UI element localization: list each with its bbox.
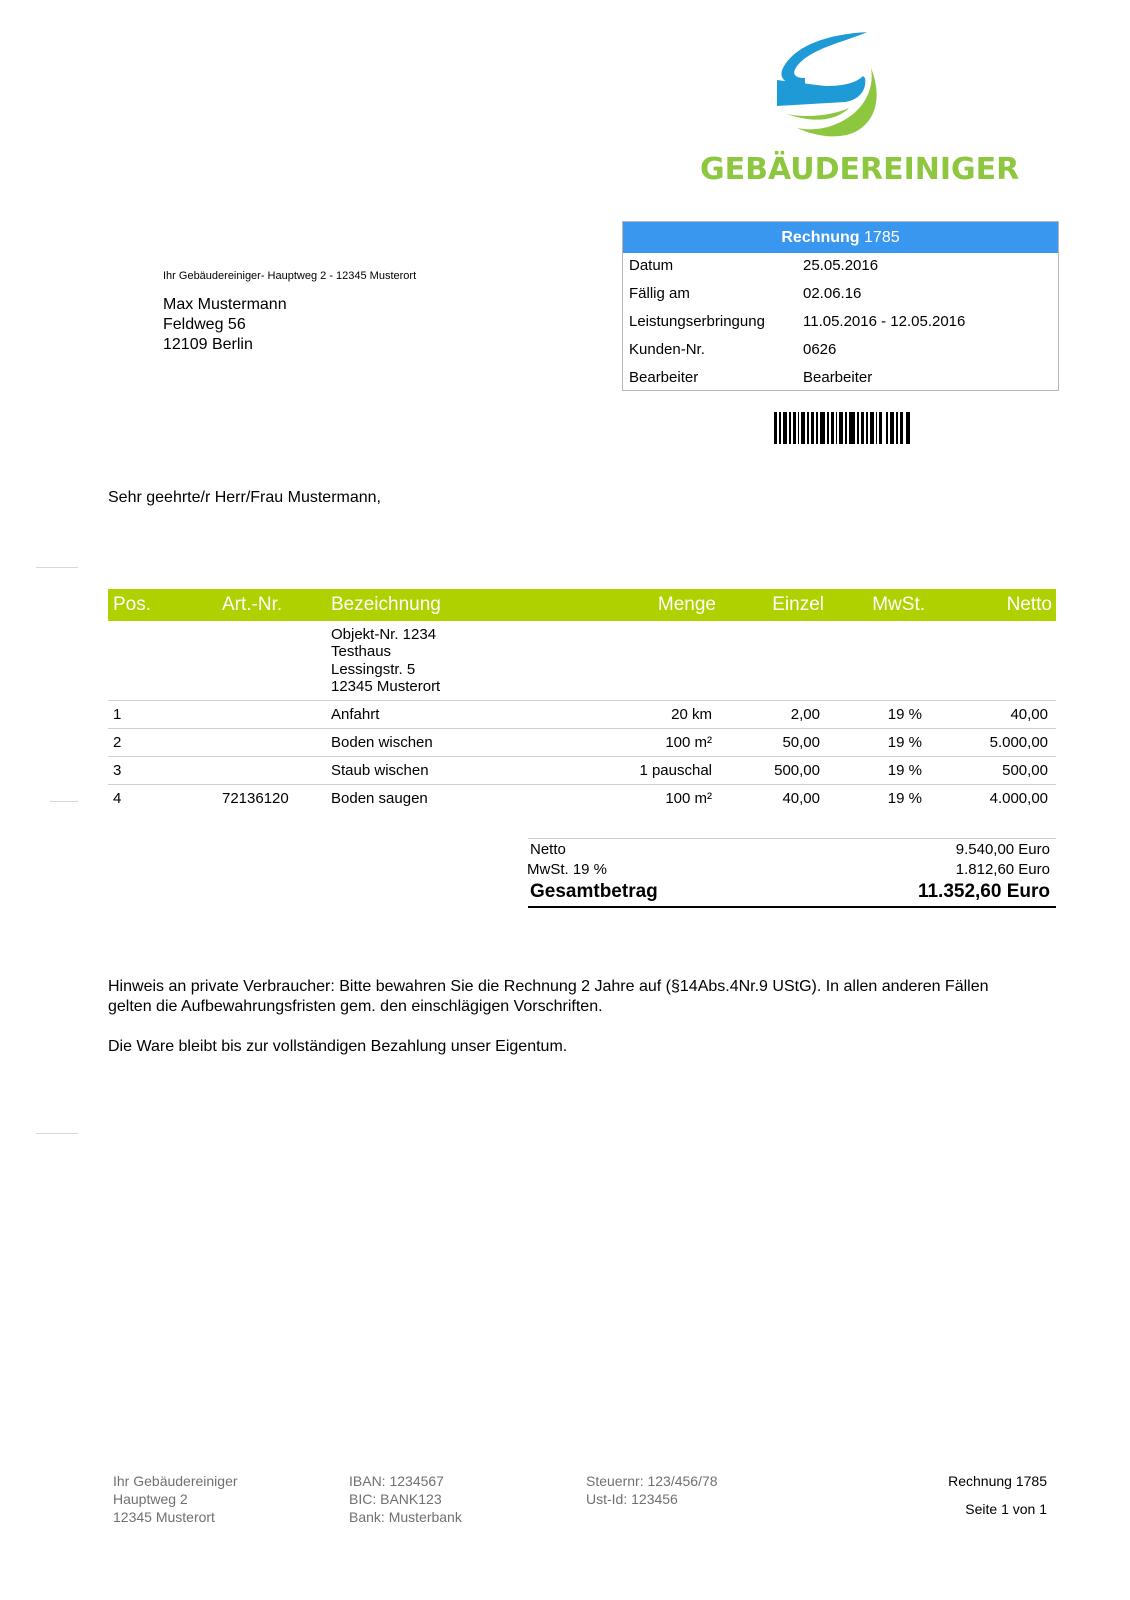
cell-qty: 100 m²	[665, 790, 712, 807]
info-value: 25.05.2016	[803, 257, 879, 274]
row-divider	[108, 784, 1056, 785]
row-divider	[108, 728, 1056, 729]
info-value: 11.05.2016 - 12.05.2016	[803, 313, 966, 330]
totals-grand-value: 11.352,60 Euro	[917, 881, 1050, 902]
note-retention-line1: Hinweis an private Verbraucher: Bitte bewahren Sie die Rechnung 2 Jahre auf (§14Abs.4Nr.9 UStG). In allen anderen Fällen	[108, 978, 989, 995]
info-label: Leistungserbringung	[629, 313, 765, 330]
invoice-title: Rechnung	[781, 229, 860, 246]
cell-net: 4.000,00	[989, 790, 1048, 807]
cell-unit: 2,00	[790, 706, 820, 723]
info-value: Bearbeiter	[803, 369, 873, 386]
totals-grand-label: Gesamtbetrag	[530, 881, 658, 902]
info-label: Fällig am	[629, 285, 690, 302]
cell-qty: 20 km	[671, 706, 712, 723]
cell-desc: Boden wischen	[331, 734, 433, 751]
punch-mark	[50, 801, 78, 802]
row-divider	[108, 756, 1056, 757]
cell-vat: 19 %	[887, 706, 922, 723]
invoice-number: 1785	[864, 229, 900, 246]
company-logo-icon	[775, 28, 895, 146]
invoice-info-box	[622, 221, 1059, 391]
col-net-header: Netto	[1006, 594, 1052, 615]
object-line: Lessingstr. 5	[331, 661, 416, 678]
totals-net-label: Netto	[530, 841, 566, 858]
totals-vat-value: 1.812,60 Euro	[955, 861, 1050, 878]
col-art-header: Art.-Nr.	[222, 594, 283, 615]
note-ownership: Die Ware bleibt bis zur vollständigen Bezahlung unser Eigentum.	[108, 1038, 568, 1055]
recipient-name: Max Mustermann	[163, 296, 287, 313]
footer-company-name: Ihr Gebäudereiniger	[113, 1473, 238, 1489]
salutation: Sehr geehrte/r Herr/Frau Mustermann,	[108, 489, 381, 506]
totals-net-value: 9.540,00 Euro	[955, 841, 1050, 858]
footer-bank: Bank: Musterbank	[349, 1509, 462, 1525]
fold-mark	[36, 567, 78, 568]
footer-vat-id: Ust-Id: 123456	[586, 1491, 678, 1507]
cell-pos: 2	[113, 734, 122, 751]
cell-pos: 3	[113, 762, 122, 779]
info-value: 0626	[803, 341, 837, 358]
sender-return-address: Ihr Gebäudereiniger- Hauptweg 2 - 12345 Musterort	[163, 270, 417, 282]
invoice-info-header	[623, 222, 1058, 253]
cell-qty: 100 m²	[665, 734, 712, 751]
cell-desc: Boden saugen	[331, 790, 428, 807]
footer-tax-number: Steuernr: 123/456/78	[586, 1473, 718, 1489]
cell-vat: 19 %	[887, 734, 922, 751]
cell-pos: 4	[113, 790, 122, 807]
object-line: Objekt-Nr. 1234	[331, 626, 437, 643]
col-unit-header: Einzel	[772, 594, 824, 615]
object-line: Testhaus	[331, 643, 392, 660]
col-qty-header: Menge	[657, 594, 716, 615]
cell-art: 72136120	[222, 790, 289, 807]
col-pos-header: Pos.	[113, 594, 152, 615]
footer-company-city: 12345 Musterort	[113, 1509, 215, 1525]
company-logo-text: GEBÄUDEREINIGER	[700, 152, 1020, 187]
col-vat-header: MwSt.	[872, 594, 925, 615]
footer-iban: IBAN: 1234567	[349, 1473, 444, 1489]
totals-vat-label: MwSt. 19 %	[527, 861, 608, 878]
cell-unit: 40,00	[782, 790, 820, 807]
cell-desc: Anfahrt	[331, 706, 380, 723]
fold-mark	[36, 1133, 78, 1134]
note-retention-line2: gelten die Aufbewahrungsfristen gem. den einschlägigen Vorschriften.	[108, 998, 603, 1015]
totals-underline	[528, 906, 1056, 908]
row-divider	[108, 700, 1056, 701]
info-label: Kunden-Nr.	[629, 341, 705, 358]
info-label: Datum	[629, 257, 674, 274]
cell-desc: Staub wischen	[331, 762, 429, 779]
info-label: Bearbeiter	[629, 369, 699, 386]
recipient-street: Feldweg 56	[163, 316, 246, 333]
cell-net: 5.000,00	[989, 734, 1048, 751]
totals-divider	[528, 838, 1056, 839]
recipient-city: 12109 Berlin	[163, 336, 253, 353]
cell-unit: 50,00	[782, 734, 820, 751]
cell-unit: 500,00	[774, 762, 820, 779]
cell-vat: 19 %	[887, 762, 922, 779]
footer-company-street: Hauptweg 2	[113, 1491, 188, 1507]
footer-bic: BIC: BANK123	[349, 1491, 442, 1507]
cell-qty: 1 pauschal	[639, 762, 712, 779]
cell-pos: 1	[113, 706, 122, 723]
items-table-header	[108, 589, 1056, 621]
info-value: 02.06.16	[803, 285, 862, 302]
object-line: 12345 Musterort	[331, 678, 441, 695]
col-desc-header: Bezeichnung	[331, 594, 441, 615]
cell-net: 500,00	[1002, 762, 1048, 779]
cell-vat: 19 %	[887, 790, 922, 807]
barcode-icon	[774, 412, 910, 444]
footer-invoice-ref: Rechnung 1785	[948, 1473, 1047, 1489]
cell-net: 40,00	[1010, 706, 1048, 723]
footer-page-number: Seite 1 von 1	[965, 1501, 1047, 1517]
